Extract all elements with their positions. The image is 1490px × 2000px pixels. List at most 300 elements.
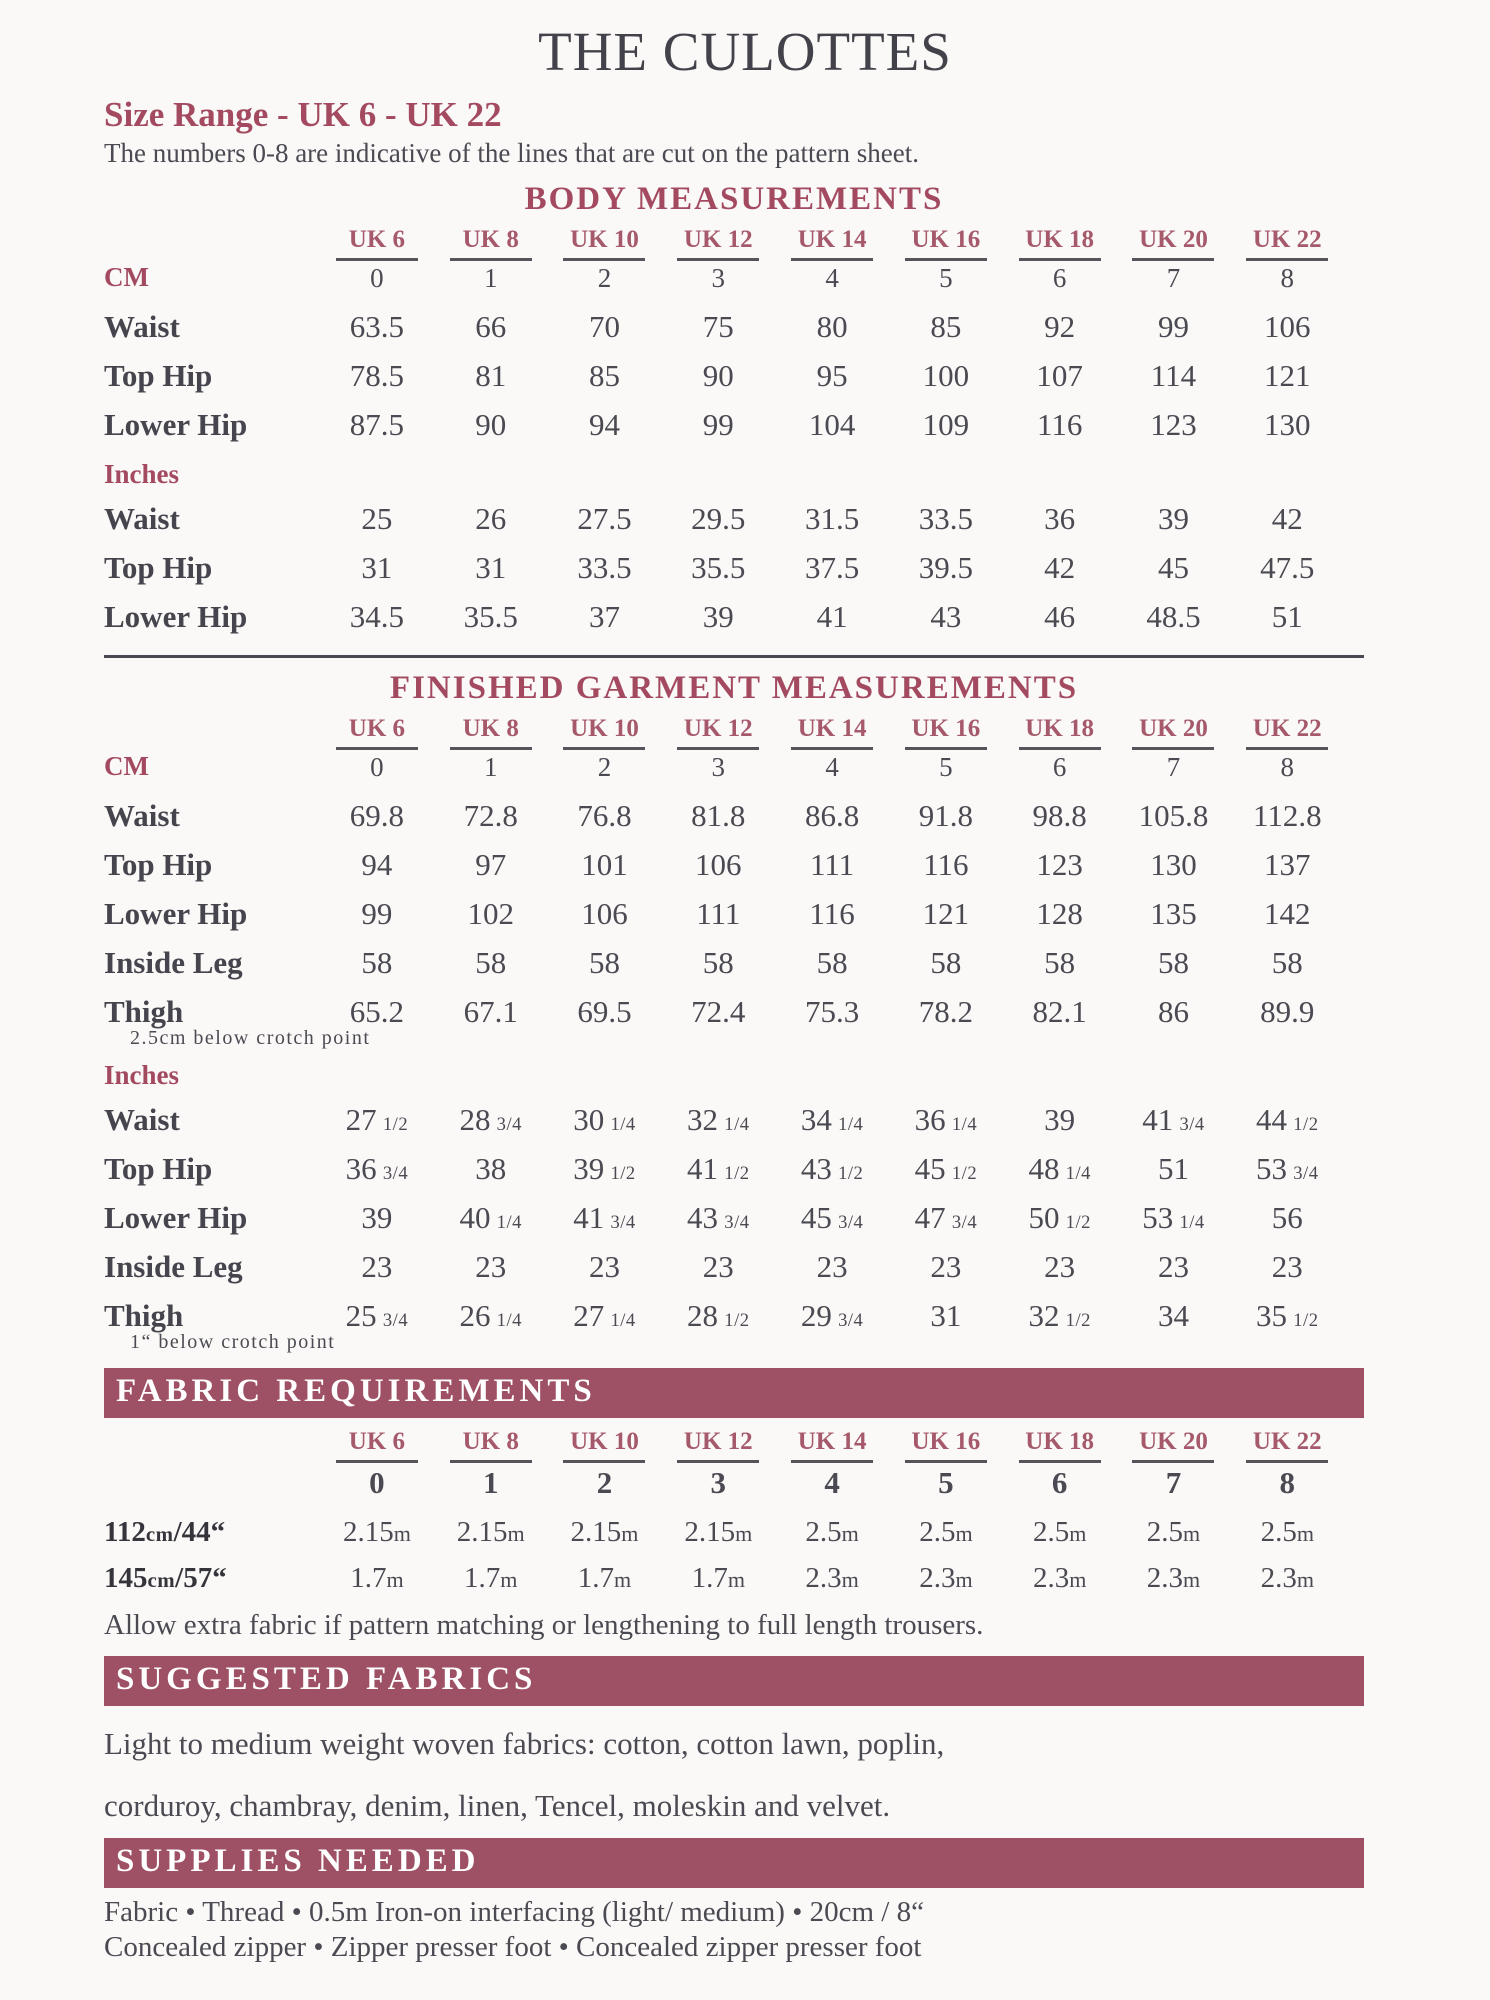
unit-label: CM — [104, 262, 149, 292]
cell-value: 45 — [1157, 549, 1189, 585]
cell-value: 2.5m — [919, 1515, 973, 1548]
size-column-header — [1117, 1428, 1231, 1501]
cell-value: 121 — [1264, 357, 1311, 393]
cell-value: 65.2 — [349, 993, 405, 1029]
size-column-header — [1230, 226, 1344, 294]
cell-value: 58 — [930, 944, 962, 980]
pattern-line-number: 8 — [1280, 263, 1295, 293]
header-rule — [1132, 1460, 1214, 1463]
uk-size-label: UK 12 — [683, 715, 753, 742]
header-rule — [1019, 1460, 1101, 1463]
fraction: 1/4 — [610, 1113, 636, 1135]
uk-size-label: UK 6 — [348, 715, 406, 742]
pattern-line-number: 8 — [1279, 1465, 1296, 1500]
header-rule — [450, 258, 532, 261]
cell-value: 107 — [1036, 357, 1083, 393]
cell-value: 99 — [702, 406, 734, 442]
row-label: Waist — [104, 797, 180, 833]
page-title: THE CULOTTES — [538, 21, 952, 82]
fraction: 1/2 — [1293, 1309, 1319, 1331]
cell-value: 109 — [922, 406, 970, 442]
fraction: 1/4 — [1065, 1162, 1091, 1184]
cell-value: 94 — [361, 846, 393, 882]
pattern-line-number: 0 — [370, 752, 384, 782]
cell-value: 35.5 — [691, 549, 746, 585]
table-row — [104, 351, 1364, 400]
uk-size-label: UK 18 — [1025, 226, 1095, 253]
cell-value: 51 — [1271, 598, 1303, 634]
size-column-header — [548, 715, 662, 783]
uk-size-label: UK 22 — [1252, 226, 1322, 253]
cell-value: 95 — [816, 357, 848, 393]
header-rule — [563, 1460, 645, 1463]
cell-value: 23 — [930, 1248, 962, 1284]
pattern-line-number: 6 — [1051, 1465, 1068, 1500]
fabric-size-header — [104, 1428, 1364, 1501]
row-label: Waist — [104, 308, 180, 344]
size-column-header — [661, 1428, 775, 1501]
uk-size-label: UK 14 — [797, 715, 867, 742]
cell-value: 28 1/2 — [687, 1297, 750, 1333]
row-label: Top Hip — [104, 846, 213, 882]
fraction: 3/4 — [382, 1309, 409, 1331]
uk-size-label: UK 10 — [570, 715, 639, 742]
cell-value: 45 1/2 — [914, 1150, 978, 1186]
pattern-line-number: 3 — [711, 752, 726, 782]
cell-value: 90 — [475, 406, 507, 442]
header-rule — [791, 1460, 873, 1463]
uk-size-label: UK 6 — [348, 226, 406, 253]
metre-unit: m — [1296, 1520, 1314, 1546]
uk-size-label: UK 18 — [1025, 1428, 1095, 1455]
table-row — [104, 889, 1364, 938]
fraction: 3/4 — [1179, 1113, 1205, 1135]
cell-value: 26 — [475, 500, 507, 536]
cell-value: 26 1/4 — [459, 1297, 522, 1333]
size-column-header — [1230, 715, 1344, 783]
pattern-line-number: 4 — [825, 752, 839, 782]
header-rule — [905, 1460, 987, 1463]
fraction: 1/4 — [496, 1211, 522, 1233]
cell-value: 42 — [1044, 549, 1076, 585]
cell-value: 31 — [475, 549, 507, 585]
pattern-line-number: 4 — [825, 263, 839, 293]
header-rule — [677, 747, 759, 750]
supplies-line: Fabric • Thread • 0.5m Iron-on interfacing (light/ medium) • 20cm / 8“ — [104, 1896, 924, 1928]
metre-unit: m — [1183, 1520, 1201, 1546]
cell-value: 36 1/4 — [914, 1101, 978, 1137]
cell-value: 58 — [702, 944, 734, 980]
cell-value: 32 1/4 — [687, 1101, 750, 1137]
fraction: 3/4 — [1293, 1162, 1319, 1184]
cell-value: 1.7m — [577, 1561, 632, 1594]
header-rule — [791, 747, 873, 750]
suggested-fabrics-line: Light to medium weight woven fabrics: cotton, cotton lawn, poplin, — [104, 1726, 945, 1761]
supplies-line: Concealed zipper • Zipper presser foot • Concealed zipper presser foot — [104, 1931, 922, 1963]
cell-value: 128 — [1036, 895, 1083, 931]
pattern-line-number: 8 — [1280, 752, 1295, 782]
cell-value: 41 3/4 — [1142, 1101, 1205, 1137]
cell-value: 41 — [816, 598, 848, 634]
cell-value: 1.7m — [464, 1561, 518, 1594]
size-column-header — [320, 1428, 434, 1501]
body-measurements-size-header — [104, 226, 1364, 294]
size-column-header — [1117, 226, 1231, 294]
uk-size-label: UK 14 — [797, 226, 867, 253]
cell-value: 39 — [1044, 1101, 1076, 1137]
row-label: Waist — [104, 1101, 180, 1137]
pattern-line-number: 4 — [824, 1465, 840, 1500]
cell-value: 123 — [1036, 846, 1083, 882]
cell-value: 66 — [475, 308, 507, 344]
suggested-fabrics-banner: SUGGESTED FABRICS — [104, 1656, 1364, 1706]
cell-value: 45 3/4 — [800, 1199, 864, 1235]
cell-value: 34 — [1157, 1297, 1189, 1333]
cell-value: 87.5 — [349, 406, 405, 442]
fraction: 1/4 — [1179, 1211, 1205, 1233]
fraction: 1/4 — [496, 1309, 522, 1331]
fraction: 3/4 — [951, 1211, 978, 1233]
metre-unit: m — [727, 1566, 745, 1592]
cell-value: 23 — [1044, 1248, 1076, 1284]
cell-value: 1.7m — [350, 1561, 404, 1594]
row-label: 145cm/57“ — [104, 1561, 227, 1594]
uk-size-label: UK 16 — [911, 226, 981, 253]
cell-value: 36 — [1044, 500, 1076, 536]
cell-value: 23 — [1271, 1248, 1303, 1284]
metre-unit: m — [614, 1566, 632, 1592]
header-rule — [791, 258, 873, 261]
cell-value: 100 — [922, 357, 970, 393]
size-column-header — [320, 226, 434, 294]
cell-value: 2.15m — [456, 1515, 525, 1548]
cell-value: 39 — [361, 1199, 393, 1235]
cell-value: 27 1/4 — [573, 1297, 636, 1333]
size-column-header — [434, 715, 548, 783]
suggested-fabrics-line: corduroy, chambray, denim, linen, Tencel, moleskin and velvet. — [104, 1788, 891, 1823]
fraction: 1/2 — [1065, 1309, 1091, 1331]
cell-value: 58 — [361, 944, 393, 980]
header-rule — [677, 1460, 759, 1463]
cell-value: 53 1/4 — [1142, 1199, 1205, 1235]
uk-size-label: UK 22 — [1252, 715, 1322, 742]
cell-value: 39 — [702, 598, 734, 634]
cell-value: 33.5 — [577, 549, 632, 585]
uk-size-label: UK 20 — [1139, 226, 1208, 253]
size-column-header — [1230, 1428, 1344, 1501]
table-row — [104, 302, 1364, 351]
cell-value: 2.15m — [684, 1515, 753, 1548]
size-column-header — [775, 1428, 889, 1501]
cm-unit: cm — [145, 1521, 174, 1546]
cell-value: 106 — [695, 846, 742, 882]
cell-value: 32 1/2 — [1028, 1297, 1091, 1333]
cell-value: 2.5m — [805, 1515, 859, 1548]
metre-unit: m — [955, 1566, 973, 1592]
metre-unit: m — [955, 1520, 973, 1546]
header-rule — [905, 747, 987, 750]
header-rule — [1132, 258, 1214, 261]
cell-value: 23 — [702, 1248, 734, 1284]
cell-value: 37 — [588, 598, 620, 634]
pattern-line-number: 7 — [1166, 752, 1181, 782]
finished-garment-inch-rows — [104, 1095, 1364, 1354]
cell-value: 2.3m — [919, 1561, 973, 1594]
metre-unit: m — [841, 1520, 859, 1546]
cell-value: 35 1/2 — [1256, 1297, 1319, 1333]
fraction: 3/4 — [724, 1211, 750, 1233]
size-column-header — [1003, 715, 1117, 783]
pattern-line-number: 6 — [1052, 752, 1067, 782]
size-column-header — [775, 226, 889, 294]
cell-value: 69.8 — [349, 797, 405, 833]
table-row — [104, 494, 1364, 543]
cell-value: 86 — [1157, 993, 1189, 1029]
cell-value: 2.5m — [1032, 1515, 1087, 1548]
uk-size-label: UK 8 — [462, 1428, 519, 1455]
cell-value: 112.8 — [1252, 797, 1322, 833]
cell-value: 85 — [588, 357, 620, 393]
metre-unit: m — [1069, 1520, 1087, 1546]
size-column-header — [1003, 226, 1117, 294]
fraction: 1/2 — [724, 1162, 750, 1184]
uk-size-label: UK 16 — [911, 1428, 981, 1455]
row-label: Inside Leg — [104, 1248, 243, 1284]
pattern-line-number: 1 — [483, 263, 498, 293]
uk-size-label: UK 8 — [462, 226, 519, 253]
cell-value: 94 — [588, 406, 620, 442]
fraction: 3/4 — [496, 1113, 522, 1135]
cell-value: 2.5m — [1260, 1515, 1314, 1548]
cell-value: 70 — [588, 308, 620, 344]
page-content — [104, 95, 1364, 1964]
cell-value: 29 3/4 — [800, 1297, 864, 1333]
cell-value: 102 — [467, 895, 514, 931]
cell-value: 29.5 — [691, 500, 746, 536]
size-column-header — [889, 226, 1003, 294]
fraction: 1/2 — [382, 1113, 409, 1135]
cell-value: 23 — [588, 1248, 620, 1284]
unit-label: CM — [104, 751, 149, 781]
metre-unit: m — [1069, 1566, 1087, 1592]
cell-value: 31.5 — [804, 500, 860, 536]
cell-value: 2.15m — [342, 1515, 411, 1548]
cell-value: 2.3m — [1260, 1561, 1314, 1594]
header-rule — [563, 258, 645, 261]
row-note: 2.5cm below crotch point — [130, 1027, 371, 1049]
row-label: Top Hip — [104, 1150, 213, 1186]
pattern-line-number: 7 — [1165, 1465, 1182, 1500]
body-inches-label: Inches — [104, 459, 180, 489]
cell-value: 25 3/4 — [345, 1297, 409, 1333]
cell-value: 41 1/2 — [687, 1150, 750, 1186]
pattern-line-number: 5 — [939, 263, 953, 293]
cell-value: 23 — [475, 1248, 507, 1284]
uk-size-label: UK 10 — [570, 1428, 639, 1455]
cell-value: 101 — [581, 846, 628, 882]
cell-value: 58 — [1044, 944, 1076, 980]
size-column-header — [434, 226, 548, 294]
cell-value: 53 3/4 — [1256, 1150, 1319, 1186]
cell-value: 41 3/4 — [573, 1199, 636, 1235]
table-row — [104, 791, 1364, 840]
finished-garment-cm-rows — [104, 791, 1364, 1050]
uk-size-label: UK 20 — [1139, 1428, 1208, 1455]
pattern-line-number: 5 — [938, 1465, 954, 1500]
cell-value: 105.8 — [1138, 797, 1209, 833]
uk-size-label: UK 8 — [462, 715, 519, 742]
uk-size-label: UK 16 — [911, 715, 981, 742]
pattern-line-number: 3 — [711, 263, 726, 293]
uk-size-label: UK 10 — [570, 226, 639, 253]
finished-inches-label: Inches — [104, 1060, 180, 1090]
header-rule — [1246, 258, 1328, 261]
cell-value: 2.15m — [570, 1515, 639, 1548]
cell-value: 39 1/2 — [573, 1150, 636, 1186]
fabric-requirements-banner: FABRIC REQUIREMENTS — [104, 1368, 1364, 1418]
cell-value: 58 — [1271, 944, 1303, 980]
cell-value: 28 3/4 — [459, 1101, 522, 1137]
fabric-requirement-rows — [104, 1509, 1364, 1601]
cell-value: 89.9 — [1260, 993, 1315, 1029]
table-row — [104, 543, 1364, 592]
table-row — [104, 400, 1364, 449]
fraction: 1/2 — [951, 1162, 978, 1184]
cell-value: 25 — [361, 500, 393, 536]
cell-value: 58 — [588, 944, 620, 980]
pattern-line-number: 2 — [596, 1465, 613, 1500]
cell-value: 47.5 — [1260, 549, 1315, 585]
size-column-header — [889, 715, 1003, 783]
cell-value: 35.5 — [463, 598, 518, 634]
cell-value: 130 — [1264, 406, 1311, 442]
row-note: 1“ below crotch point — [130, 1331, 336, 1353]
row-label: Lower Hip — [104, 406, 248, 442]
cell-value: 99 — [361, 895, 393, 931]
table-row — [104, 1242, 1364, 1291]
size-column-header — [320, 715, 434, 783]
size-column-header — [434, 1428, 548, 1501]
cell-value: 130 — [1150, 846, 1197, 882]
cell-value: 85 — [930, 308, 962, 344]
table-row — [104, 840, 1364, 889]
cell-value: 42 — [1271, 500, 1303, 536]
size-column-header — [548, 1428, 662, 1501]
cell-value: 92 — [1044, 308, 1076, 344]
cell-value: 31 — [930, 1297, 962, 1333]
cell-value: 2.3m — [1032, 1561, 1087, 1594]
cell-value: 2.5m — [1146, 1515, 1201, 1548]
fraction: 3/4 — [838, 1309, 864, 1331]
body-measurements-heading: BODY MEASUREMENTS — [524, 181, 944, 217]
fraction: 1/4 — [610, 1309, 636, 1331]
table-row — [104, 1509, 1364, 1555]
table-row — [104, 938, 1364, 987]
cell-value: 86.8 — [804, 797, 860, 833]
uk-size-label: UK 18 — [1025, 715, 1095, 742]
header-rule — [563, 747, 645, 750]
size-column-header — [548, 226, 662, 294]
cell-value: 121 — [922, 895, 970, 931]
pattern-line-number: 0 — [370, 263, 384, 293]
uk-size-label: UK 12 — [683, 226, 753, 253]
supplies-needed-banner: SUPPLIES NEEDED — [104, 1838, 1364, 1888]
cell-value: 27.5 — [577, 500, 632, 536]
cell-value: 67.1 — [463, 993, 518, 1029]
cm-unit: cm — [147, 1567, 176, 1592]
pattern-line-number: 0 — [369, 1465, 385, 1500]
cell-value: 63.5 — [349, 308, 405, 344]
row-label: Thigh — [104, 993, 184, 1029]
fraction: 1/2 — [724, 1309, 750, 1331]
metre-unit: m — [735, 1520, 753, 1546]
metre-unit: m — [386, 1566, 404, 1592]
cell-value: 76.8 — [577, 797, 632, 833]
pattern-line-number: 1 — [483, 752, 498, 782]
cell-value: 135 — [1150, 895, 1197, 931]
cell-value: 99 — [1157, 308, 1189, 344]
metre-unit: m — [1296, 1566, 1314, 1592]
pattern-line-number: 6 — [1052, 263, 1067, 293]
fraction: 3/4 — [838, 1211, 864, 1233]
header-rule — [905, 258, 987, 261]
section-divider — [104, 655, 1364, 658]
cell-value: 2.3m — [805, 1561, 859, 1594]
finished-garment-size-header — [104, 715, 1364, 783]
header-rule — [1246, 747, 1328, 750]
cell-value: 48.5 — [1146, 598, 1201, 634]
metre-unit: m — [393, 1520, 411, 1546]
cell-value: 78.5 — [349, 357, 405, 393]
cell-value: 116 — [923, 846, 969, 882]
uk-size-label: UK 12 — [683, 1428, 753, 1455]
cell-value: 137 — [1264, 846, 1311, 882]
cell-value: 142 — [1264, 895, 1311, 931]
cell-value: 37.5 — [804, 549, 860, 585]
cell-value: 81.8 — [691, 797, 746, 833]
size-column-header — [1117, 715, 1231, 783]
cell-value: 27 1/2 — [345, 1101, 409, 1137]
cell-value: 111 — [696, 895, 741, 931]
cell-value: 72.8 — [463, 797, 518, 833]
pattern-lines-note: The numbers 0-8 are indicative of the lines that are cut on the pattern sheet. — [104, 138, 919, 168]
cell-value: 75.3 — [804, 993, 860, 1029]
cell-value: 23 — [1157, 1248, 1189, 1284]
cell-value: 98.8 — [1032, 797, 1087, 833]
pattern-line-number: 2 — [597, 752, 612, 782]
table-row — [104, 1193, 1364, 1242]
header-rule — [1132, 747, 1214, 750]
cell-value: 91.8 — [918, 797, 973, 833]
cell-value: 36 3/4 — [345, 1150, 409, 1186]
fraction: 1/2 — [838, 1162, 864, 1184]
cell-value: 47 3/4 — [914, 1199, 978, 1235]
cell-value: 106 — [1264, 308, 1311, 344]
uk-size-label: UK 6 — [348, 1428, 406, 1455]
cell-value: 114 — [1150, 357, 1197, 393]
cell-value: 46 — [1044, 598, 1076, 634]
header-rule — [336, 747, 418, 750]
unit-label — [104, 1500, 320, 1501]
cell-value: 38 — [475, 1150, 507, 1186]
cell-value: 97 — [475, 846, 507, 882]
cell-value: 50 1/2 — [1028, 1199, 1091, 1235]
cell-value: 48 1/4 — [1028, 1150, 1091, 1186]
cell-value: 44 1/2 — [1256, 1101, 1319, 1137]
pattern-line-number: 5 — [939, 752, 953, 782]
cell-value: 33.5 — [918, 500, 973, 536]
body-measurements-cm-rows — [104, 302, 1364, 449]
